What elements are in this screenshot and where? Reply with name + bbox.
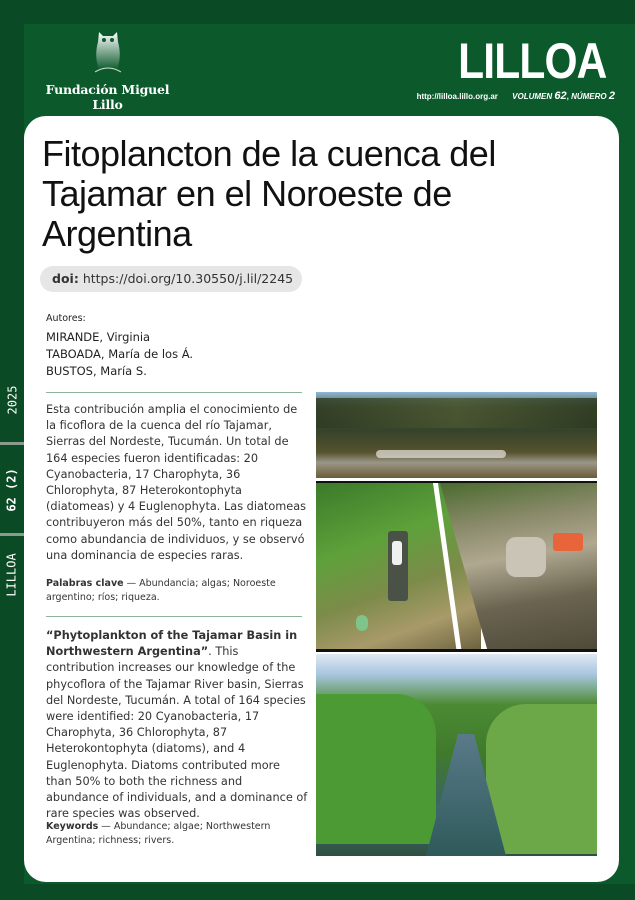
top-border — [0, 0, 635, 24]
river-landscape-photo — [316, 392, 597, 478]
doi-pill[interactable] — [40, 266, 302, 292]
divider — [46, 616, 302, 617]
spine-year-text: 2025 — [5, 385, 19, 415]
keywords-values: — Abundance; algae; Northwestern Argentina; richness; rivers. — [46, 821, 271, 846]
article-title: Fitoplancton de la cuenca del Tajamar en el Noroeste de Argentina — [42, 133, 496, 254]
issue-number: 2 — [608, 90, 615, 102]
bottom-border — [0, 884, 635, 900]
author: TABOADA, María de los Á. — [46, 347, 194, 361]
spine-year — [0, 372, 24, 428]
abstract-spanish: Esta contribución amplia el conocimiento de la ficoflora de la cuenca del río Tajamar, Sierras del Nordeste, Tucumán. Un total de 164 especies fueron identificadas: 20 Cyanobacteria, 17 Charophyta, 36 Chlorophyta, 87 Heterokontophyta (diatomeas) y 4 Euglenophyta. Las diatomeas contribuyeron más del 50%, tanto en riqueza como abundancia de individuos, y se observó una dominancia de especies raras. — [46, 403, 307, 562]
photo-border — [316, 649, 597, 652]
spine-journal-text: LILLOA — [5, 553, 20, 597]
right-bank-vegetation — [486, 704, 597, 854]
volume-number: 62 — [554, 90, 567, 102]
volume-label: VOLUMEN — [512, 92, 553, 101]
publisher-logo — [40, 30, 175, 129]
publisher-name: Fundación Miguel Lillo — [45, 82, 170, 112]
abstract-english-text: . This contribution increases our knowledge of the phycoflora of the Tajamar River basin, Sierras del Nordeste, Tucumán. A total of 164 species were identified: 20 Cyanobacteria, 17 Charophyta, 36 Chlorophyta, 87 Heterokontophyta (diatoms), and 4 Euglenophyta. Diatoms contributed more than 50% to both the richness and abundance of individuals, and a dominance of rare species was observed. — [46, 645, 308, 821]
sampling-net — [356, 615, 368, 631]
doi-link[interactable]: https://doi.org/10.30550/j.lil/2245 — [82, 271, 294, 286]
keywords-values: — Abundancia; algas; Noroeste argentino; ríos; riqueza. — [46, 578, 276, 603]
spine-issue — [0, 455, 24, 525]
divider — [46, 392, 302, 393]
photo-border — [316, 481, 597, 483]
authors-label: Autores: — [46, 313, 86, 324]
spine-journal — [0, 545, 24, 605]
water-reflection — [376, 450, 506, 458]
keywords-spanish — [46, 577, 308, 604]
journal-title: LILLOA — [458, 33, 607, 89]
abstract-english — [46, 628, 308, 822]
keywords-label: Palabras clave — [46, 578, 124, 589]
english-title: “Phytoplankton of the Tajamar Basin in Northwestern Argentina” — [46, 629, 298, 659]
number-label: NÚMERO — [571, 92, 607, 101]
author: MIRANDE, Virginia — [46, 330, 151, 344]
orange-basket — [553, 533, 583, 551]
authors-list — [46, 329, 193, 380]
person-shirt — [392, 541, 402, 565]
spine-separator — [0, 533, 24, 536]
doi-label: doi: — [52, 271, 79, 286]
keywords-label: Keywords — [46, 821, 99, 832]
forest-hill — [316, 398, 597, 428]
owl-icon — [93, 30, 123, 74]
stream-vegetation-photo — [316, 654, 597, 856]
spine-separator — [0, 442, 24, 445]
author: BUSTOS, María S. — [46, 364, 147, 378]
spine-strip — [0, 24, 24, 884]
journal-meta — [417, 90, 615, 102]
spine-issue-text: 62 (2) — [5, 468, 20, 512]
journal-url[interactable]: http://lilloa.lillo.org.ar — [416, 92, 498, 101]
keywords-english — [46, 820, 308, 847]
comma: , — [566, 92, 572, 101]
person-figure — [506, 537, 546, 577]
left-bank-vegetation — [316, 694, 436, 844]
